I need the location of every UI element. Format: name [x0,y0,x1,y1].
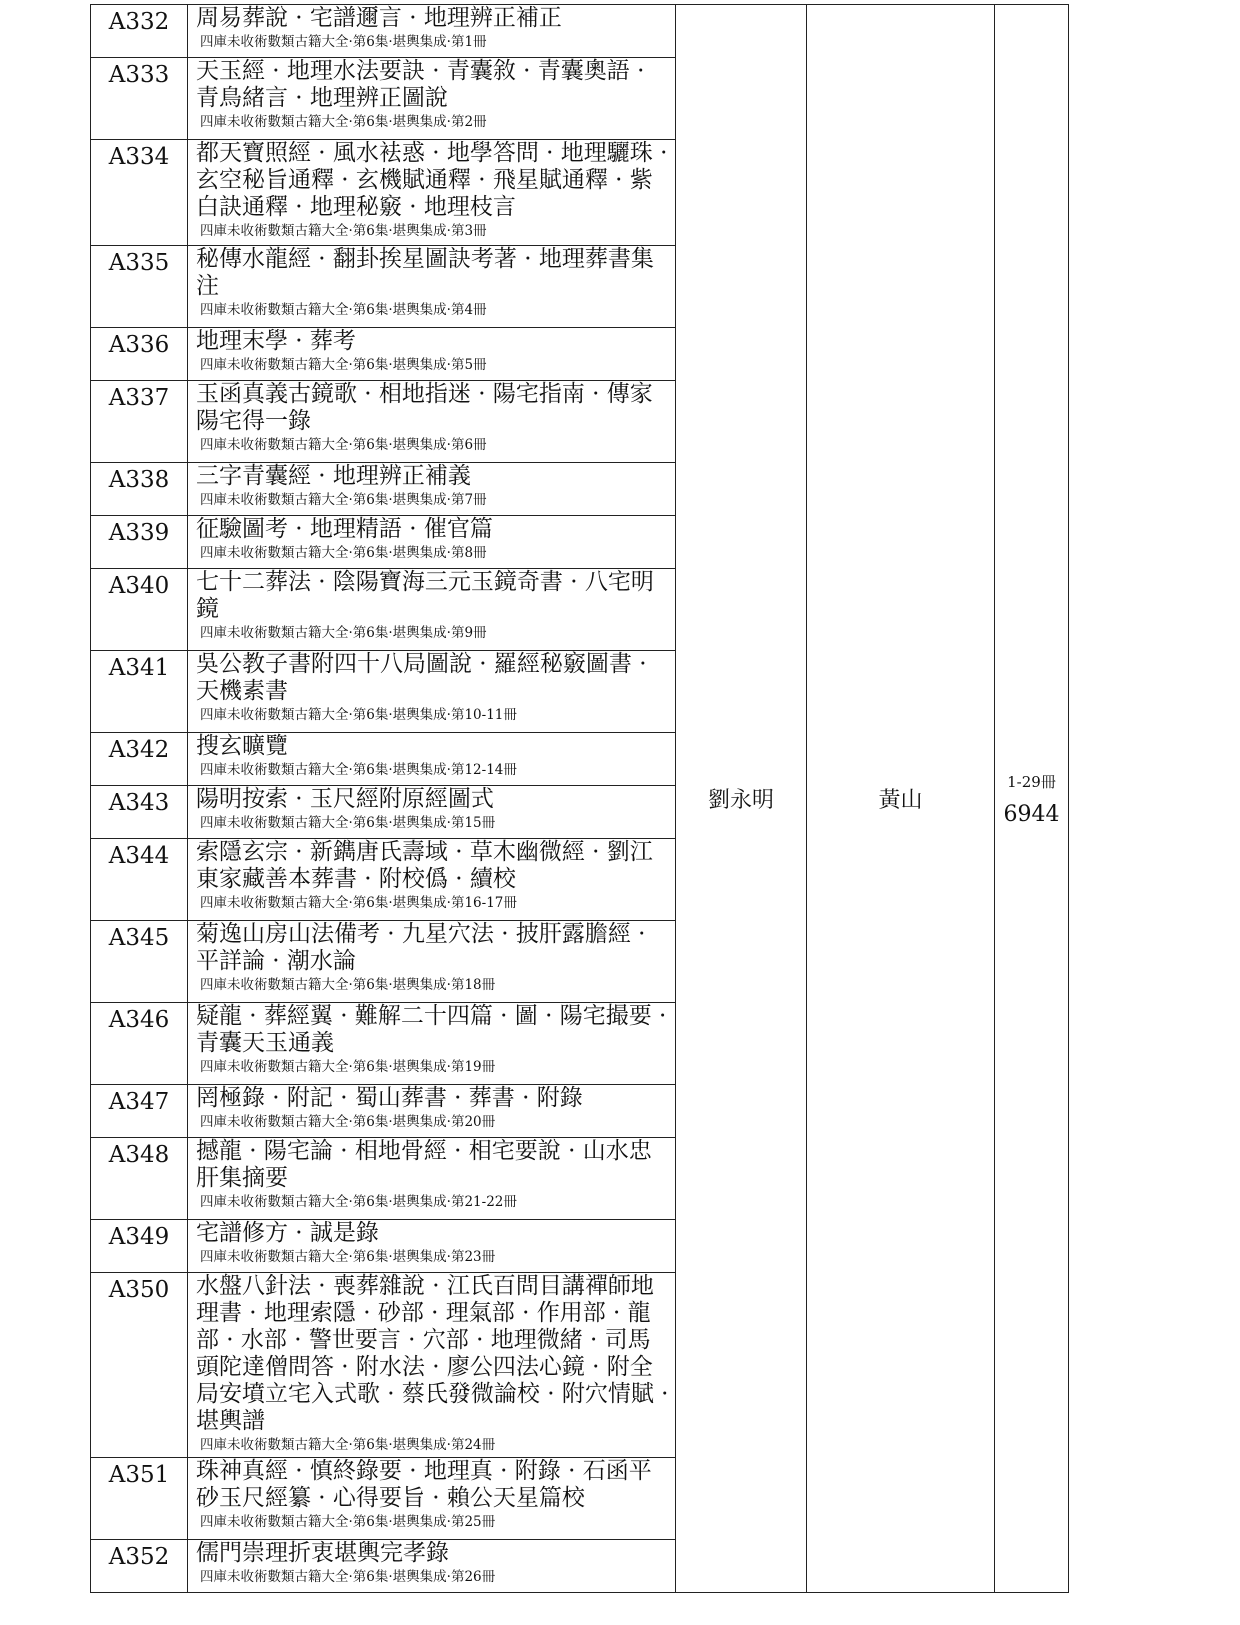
entry-id: A341 [91,651,188,733]
entry-series: 四庫未收術數類古籍大全·第6集·堪輿集成·第3冊 [200,223,487,239]
entry-series: 四庫未收術數類古籍大全·第6集·堪輿集成·第9冊 [200,625,487,641]
entry-titles: 玉函真義古鏡歌 · 相地指迷 · 陽宅指南 · 傳家陽宅得一錄 [196,381,653,434]
volume-range: 1-29冊 [1007,772,1056,791]
entry-titles: 撼龍 · 陽宅論 · 相地骨經 · 相宅要說 · 山水忠肝集摘要 [196,1138,652,1191]
entry-titles-cell [188,921,676,1003]
entry-titles-cell [188,1003,676,1085]
entry-id: A338 [91,463,188,516]
entry-series: 四庫未收術數類古籍大全·第6集·堪輿集成·第21-22冊 [200,1194,517,1210]
entry-id: A332 [91,5,188,58]
entry-id: A351 [91,1458,188,1540]
author-cell: 劉永明 [676,5,807,1593]
entry-titles-cell [188,569,676,651]
entry-titles-cell [188,58,676,140]
entry-series: 四庫未收術數類古籍大全·第6集·堪輿集成·第24冊 [200,1437,496,1453]
entry-titles-cell [188,1273,676,1458]
entry-id: A340 [91,569,188,651]
entry-series: 四庫未收術數類古籍大全·第6集·堪輿集成·第15冊 [200,815,496,831]
entry-series: 四庫未收術數類古籍大全·第6集·堪輿集成·第12-14冊 [200,762,517,778]
entry-titles-cell [188,1458,676,1540]
entry-series: 四庫未收術數類古籍大全·第6集·堪輿集成·第4冊 [200,302,487,318]
entry-series: 四庫未收術數類古籍大全·第6集·堪輿集成·第8冊 [200,545,487,561]
entry-titles-cell [188,1085,676,1138]
entry-id: A339 [91,516,188,569]
entry-titles-cell [188,5,676,58]
entry-titles-cell [188,1138,676,1220]
entry-titles: 征驗圖考 · 地理精語 · 催官篇 [196,516,493,542]
entry-titles: 菊逸山房山法備考 · 九星穴法 · 披肝露膽經 · 平詳論 · 潮水論 [196,921,646,974]
entry-titles: 搜玄曠覽 [196,733,288,759]
entry-id: A343 [91,786,188,839]
entry-titles-cell [188,786,676,839]
entry-titles: 罔極錄 · 附記 · 蜀山葬書 · 葬書 · 附錄 [196,1085,583,1111]
entry-id: A333 [91,58,188,140]
entry-series: 四庫未收術數類古籍大全·第6集·堪輿集成·第19冊 [200,1059,496,1075]
entry-titles: 秘傳水龍經 · 翻卦挨星圖訣考著 · 地理葬書集注 [196,246,654,299]
entry-titles-cell [188,328,676,381]
entry-titles: 吳公教子書附四十八局圖說 · 羅經秘竅圖書 · 天機素書 [196,651,647,704]
entry-series: 四庫未收術數類古籍大全·第6集·堪輿集成·第5冊 [200,357,487,373]
entry-titles: 水盤八針法 · 喪葬雜說 · 江氏百問目講禪師地理書 · 地理索隱 · 砂部 · 理氣部 · 作用部 · 龍部 · 水部 · 警世要言 · 穴部 · 地理微緒 · 司馬頭陀達僧問答 · 附水法 · 廖公四法心鏡 · 附全局安墳立宅入式歌 · 蔡氏發微論校 · 附穴情賦 · 堪輿譜 [196,1273,669,1434]
entry-titles: 珠神真經 · 慎終錄要 · 地理真 · 附錄 · 石函平砂玉尺經纂 · 心得要旨 · 賴公天星篇校 [196,1458,652,1511]
entry-series: 四庫未收術數類古籍大全·第6集·堪輿集成·第7冊 [200,492,487,508]
entry-series: 四庫未收術數類古籍大全·第6集·堪輿集成·第10-11冊 [200,707,517,723]
entry-series: 四庫未收術數類古籍大全·第6集·堪輿集成·第23冊 [200,1249,496,1265]
entry-id: A342 [91,733,188,786]
entry-id: A337 [91,381,188,463]
entry-titles: 宅譜修方 · 誠是錄 [196,1220,379,1246]
entry-id: A345 [91,921,188,1003]
entry-titles-cell [188,246,676,328]
entry-series: 四庫未收術數類古籍大全·第6集·堪輿集成·第6冊 [200,437,487,453]
entry-series: 四庫未收術數類古籍大全·第6集·堪輿集成·第26冊 [200,1569,496,1585]
entry-id: A348 [91,1138,188,1220]
entry-series: 四庫未收術數類古籍大全·第6集·堪輿集成·第18冊 [200,977,496,993]
entry-id: A352 [91,1540,188,1593]
entry-series: 四庫未收術數類古籍大全·第6集·堪輿集成·第25冊 [200,1514,496,1530]
entry-series: 四庫未收術數類古籍大全·第6集·堪輿集成·第2冊 [200,114,487,130]
entry-series: 四庫未收術數類古籍大全·第6集·堪輿集成·第1冊 [200,34,487,50]
entry-titles: 三字青囊經 · 地理辨正補義 [196,463,471,489]
entry-titles-cell [188,140,676,246]
entry-id: A336 [91,328,188,381]
entry-id: A350 [91,1273,188,1458]
entry-titles: 索隱玄宗 · 新鐫唐氏壽域 · 草木幽微經 · 劉江東家藏善本葬書 · 附校僞 · 續校 [196,839,653,892]
entry-titles-cell [188,463,676,516]
entry-titles-cell [188,1540,676,1593]
entry-titles: 都天寶照經 · 風水袪惑 · 地學答問 · 地理驪珠 · 玄空秘旨通釋 · 玄機賦通釋 · 飛星賦通釋 · 紫白訣通釋 · 地理秘竅 · 地理枝言 [196,140,668,220]
entry-titles-cell [188,381,676,463]
entry-id: A335 [91,246,188,328]
entry-titles: 陽明按索 · 玉尺經附原經圖式 [196,786,494,812]
entry-id: A349 [91,1220,188,1273]
catalog-table [90,4,1069,1593]
entry-id: A334 [91,140,188,246]
entry-titles: 儒門崇理折衷堪輿完孝錄 [196,1540,449,1566]
entry-titles-cell [188,1220,676,1273]
entry-titles-cell [188,733,676,786]
entry-titles: 疑龍 · 葬經翼 · 難解二十四篇 · 圖 · 陽宅撮要 · 青囊天玉通義 [196,1003,667,1056]
entry-id: A346 [91,1003,188,1085]
catalog-row [91,5,1069,58]
entry-titles-cell [188,839,676,921]
entry-titles: 地理末學 · 葬考 [196,328,356,354]
entry-titles: 七十二葬法 · 陰陽寶海三元玉鏡奇書 · 八宅明鏡 [196,569,654,622]
volumes-cell [995,5,1069,1593]
entry-series: 四庫未收術數類古籍大全·第6集·堪輿集成·第16-17冊 [200,895,517,911]
publisher-cell: 黃山 [807,5,995,1593]
volume-total: 6944 [1003,801,1060,827]
entry-titles-cell [188,516,676,569]
entry-titles: 天玉經 · 地理水法要訣 · 青囊敘 · 青囊奧語 · 青鳥緒言 · 地理辨正圖說 [196,58,645,111]
entry-titles-cell [188,651,676,733]
catalog-body [91,5,1069,1593]
entry-id: A347 [91,1085,188,1138]
entry-id: A344 [91,839,188,921]
entry-titles: 周易葬說 · 宅譜邇言 · 地理辨正補正 [196,5,562,31]
entry-series: 四庫未收術數類古籍大全·第6集·堪輿集成·第20冊 [200,1114,496,1130]
